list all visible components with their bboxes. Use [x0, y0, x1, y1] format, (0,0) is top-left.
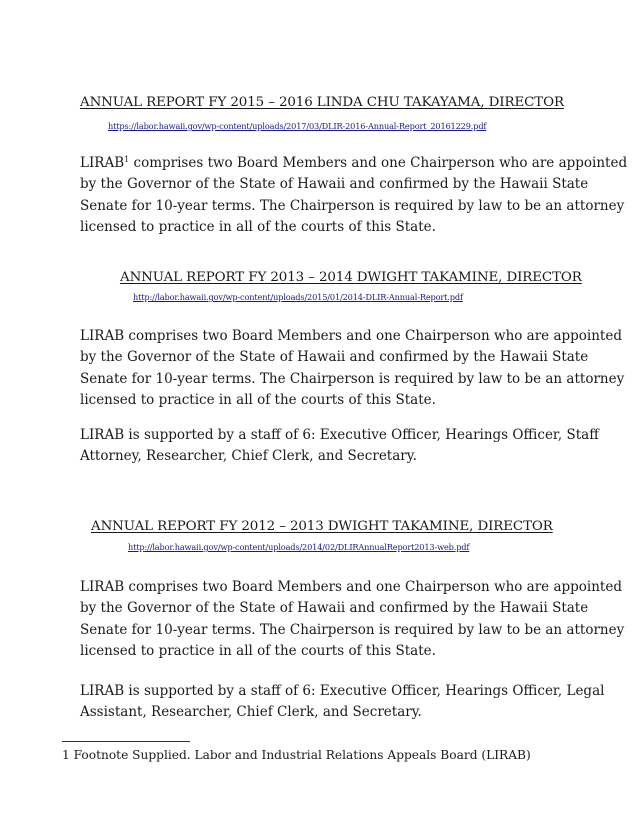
section-heading-fy2015: ANNUAL REPORT FY 2015 – 2016 LINDA CHU TAKAYAMA, DIRECTOR	[80, 95, 564, 110]
paragraph-board-composition-fy2015: LIRAB$^1$ comprises two Board Members and one Chairperson who are appointed by the Governor of the State of Hawaii and confirmed by the Hawaii State Senate for 10-year terms. The Chairperson is required by law to be an attorney licensed to practice in all of the courts of this State.	[80, 155, 628, 236]
report-link-fy2013-2014[interactable]: http://labor.hawaii.gov/wp-content/uploads/2015/01/2014-DLIR-Annual-Report.pdf	[133, 292, 463, 302]
footnote-divider	[62, 741, 190, 742]
footnote: 1 Footnote Supplied. Labor and Industrial Relations Appeals Board (LIRAB)	[62, 748, 531, 762]
section-heading-fy2013-2014: ANNUAL REPORT FY 2013 – 2014 DWIGHT TAKAMINE, DIRECTOR	[120, 270, 582, 285]
paragraph-staff-fy2013-2014: LIRAB is supported by a staff of 6: Executive Officer, Hearings Officer, Staff Attorney, Researcher, Chief Clerk, and Secretary.	[80, 427, 599, 465]
section-heading-fy2012-2013: ANNUAL REPORT FY 2012 – 2013 DWIGHT TAKAMINE, DIRECTOR	[91, 519, 553, 534]
paragraph-board-composition-fy2013-2014: LIRAB comprises two Board Members and one Chairperson who are appointed by the Governor of the State of Hawaii and confirmed by the Hawaii State Senate for 10-year terms. The Chairperson is required by law to be an attorney licensed to practice in all of the courts of this State.	[80, 328, 625, 409]
lirab-lead: LIRAB	[80, 155, 125, 171]
footnote-ref[interactable]: 1	[124, 155, 130, 164]
report-link-fy2015[interactable]: https://labor.hawaii.gov/wp-content/uploads/2017/03/DLIR-2016-Annual-Report_20161229.pdf	[108, 121, 487, 131]
paragraph-board-composition-fy2012-2013: LIRAB comprises two Board Members and one Chairperson who are appointed by the Governor of the State of Hawaii and confirmed by the Hawaii State Senate for 10-year terms. The Chairperson is required by law to be an attorney licensed to practice in all of the courts of this State.	[80, 579, 625, 660]
paragraph-staff-fy2012-2013: LIRAB is supported by a staff of 6: Executive Officer, Hearings Officer, Legal Assistant, Researcher, Chief Clerk, and Secretary.	[80, 683, 605, 721]
report-link-fy2012-2013[interactable]: http://labor.hawaii.gov/wp-content/uploads/2014/02/DLIRAnnualReport2013-web.pdf	[128, 542, 470, 552]
